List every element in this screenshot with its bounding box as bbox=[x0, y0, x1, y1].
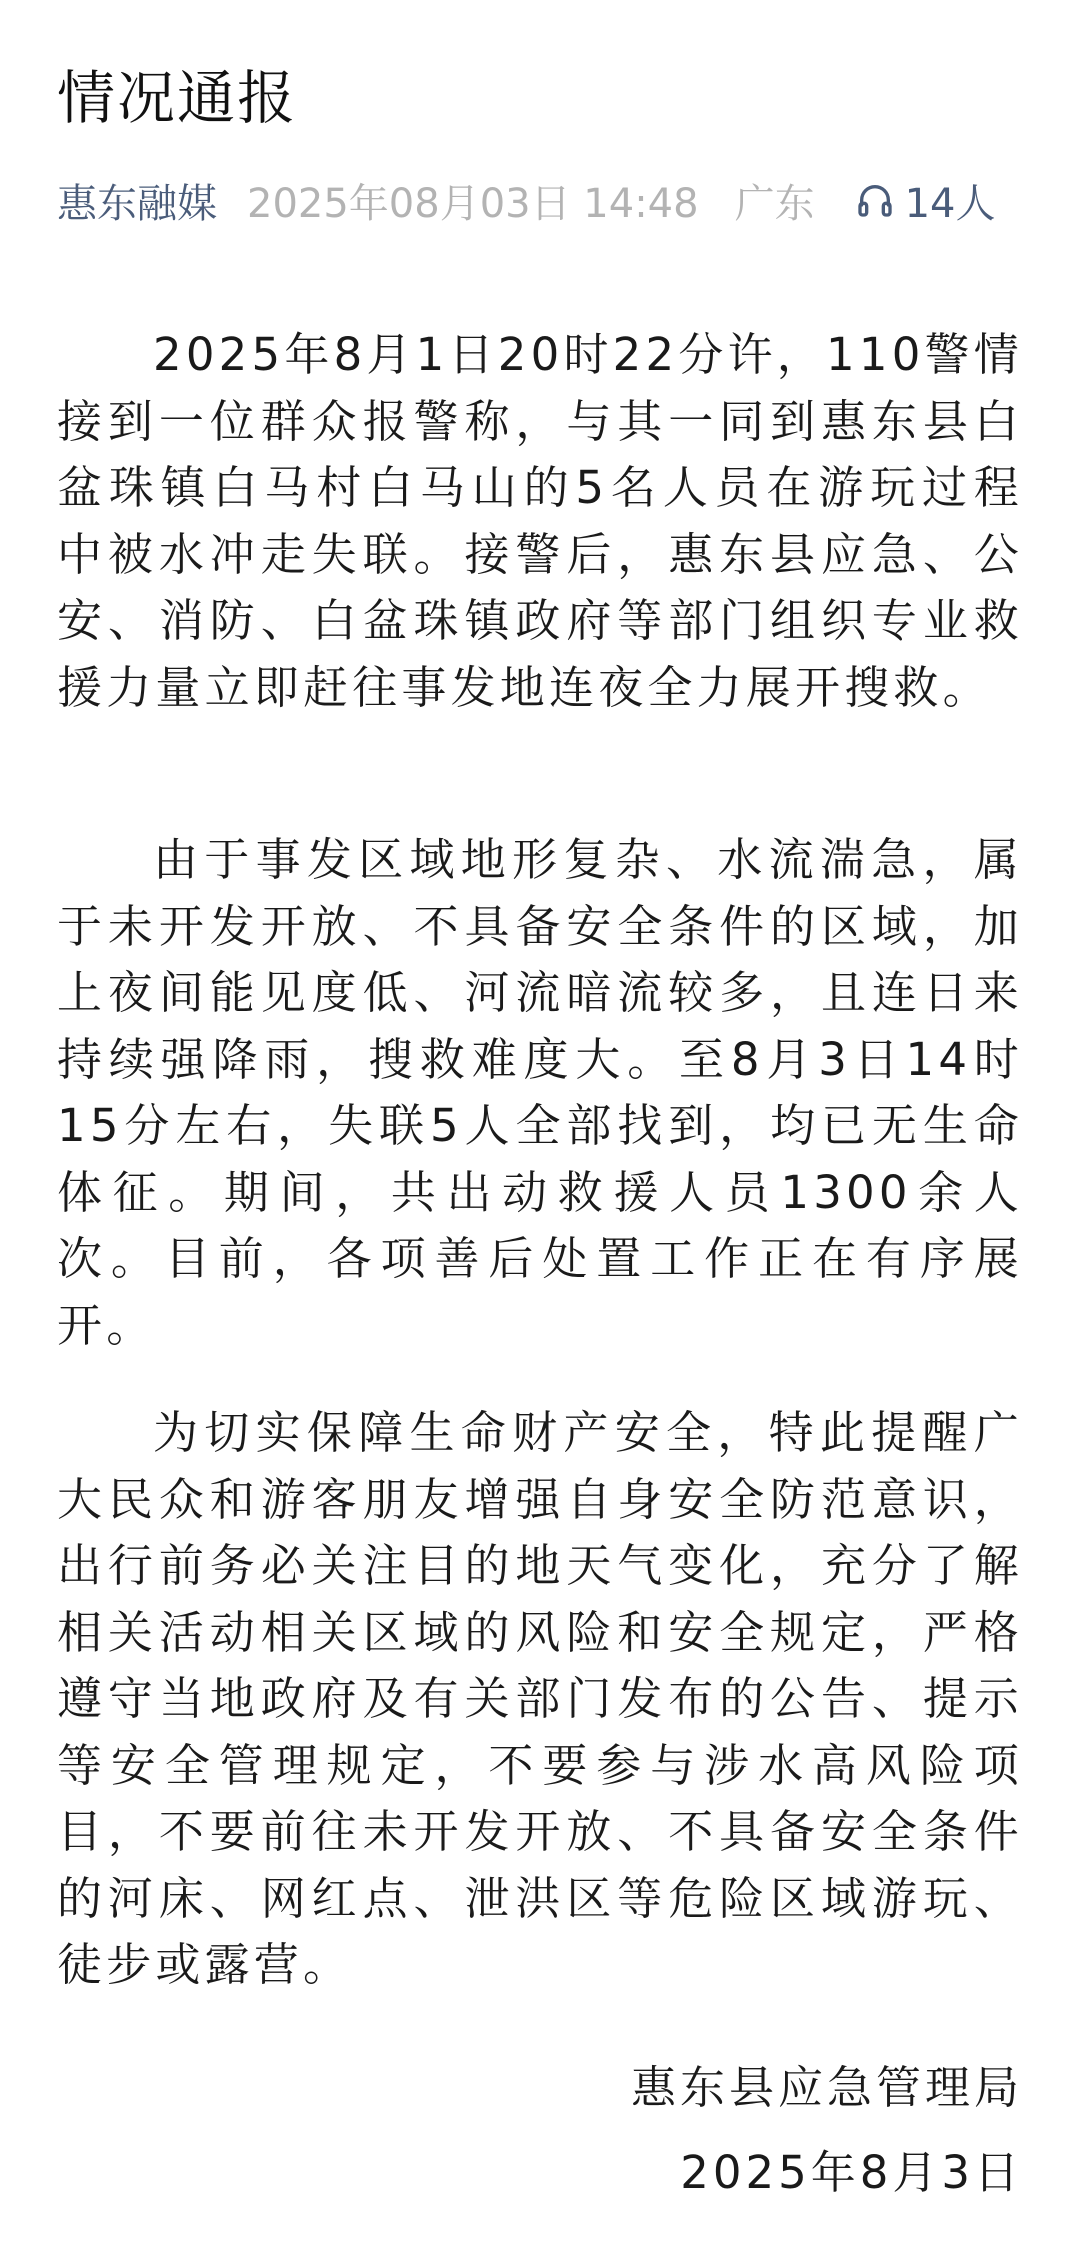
listen-count: 14人 bbox=[904, 180, 996, 227]
headphones-icon bbox=[855, 180, 895, 220]
publish-region: 广东 bbox=[734, 180, 815, 227]
publish-time: 2025年08月03日 14:48 bbox=[247, 180, 699, 227]
article-title: 情况通报 bbox=[57, 64, 298, 132]
article-paragraph: 由于事发区域地形复杂、水流湍急，属于未开发开放、不具备安全条件的区域，加上夜间能见度低、河流暗流较多，且连日来持续强降雨，搜救难度大。至8月3日14时15分左右，失联5人全部找到，均已无生命体征。期间，共出动救援人员1300余人次。目前，各项善后处置工作正在有序展开。 bbox=[57, 833, 1023, 1352]
signature-date: 2025年8月3日 bbox=[680, 2146, 1023, 2199]
listen-button[interactable] bbox=[855, 172, 996, 229]
article-meta bbox=[57, 172, 996, 228]
source-link[interactable]: 惠东融媒 bbox=[57, 180, 217, 227]
article-paragraph: 2025年8月1日20时22分许，110警情接到一位群众报警称，与其一同到惠东县白盆珠镇白马村白马山的5名人员在游玩过程中被水冲走失联。接警后，惠东县应急、公安、消防、白盆珠镇政府等部门组织专业救援力量立即赶往事发地连夜全力展开搜救。 bbox=[57, 328, 1023, 714]
article-paragraph: 为切实保障生命财产安全，特此提醒广大民众和游客朋友增强自身安全防范意识，出行前务必关注目的地天气变化，充分了解相关活动相关区域的风险和安全规定，严格遵守当地政府及有关部门发布的公告、提示等安全管理规定，不要参与涉水高风险项目，不要前往未开发开放、不具备安全条件的河床、网红点、泄洪区等危险区域游玩、徒步或露营。 bbox=[57, 1406, 1023, 1991]
signature-organization: 惠东县应急管理局 bbox=[630, 2061, 1023, 2114]
